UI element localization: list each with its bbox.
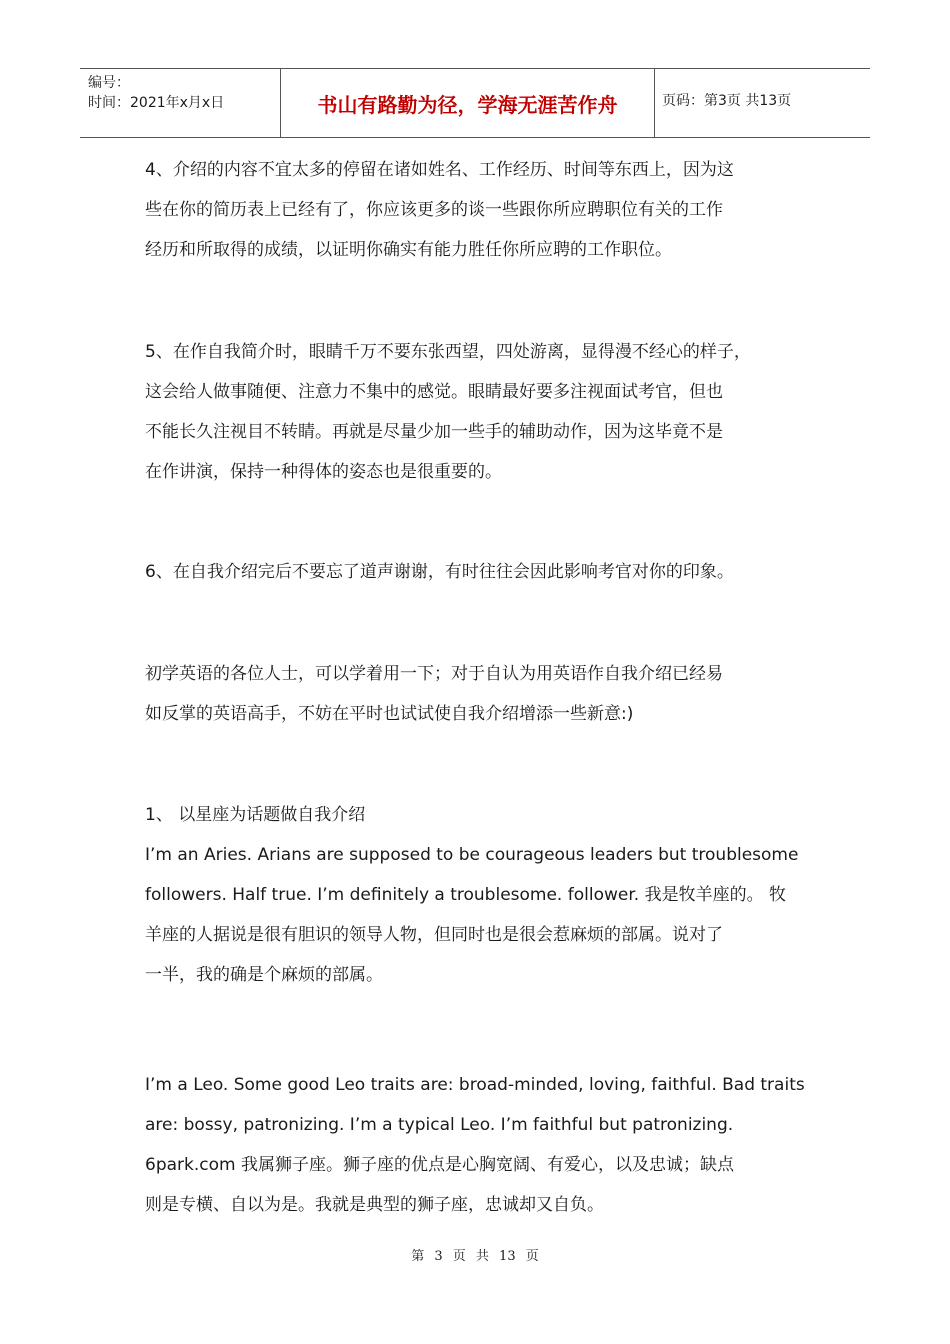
number-label: 编号： — [88, 75, 130, 91]
text-line: I’m an Aries. Arians are supposed to be courageous leaders but troublesome — [145, 845, 799, 865]
document-header — [80, 68, 870, 138]
text-line: are: bossy, patronizing. I’m a typical Leo. I’m faithful but patronizing. — [145, 1115, 734, 1135]
text-line: 5、在作自我简介时，眼睛千万不要东张西望，四处游离，显得漫不经心的样子， — [145, 342, 751, 362]
header-page-info: 页码：第3页 共13页 — [662, 93, 792, 109]
header-motto: 书山有路勤为径，学海无涯苦作舟 — [317, 92, 618, 117]
text-line: 经历和所取得的成绩，以证明你确实有能力胜任你所应聘的工作职位。 — [145, 240, 672, 260]
page-footer: 第 3 页 共 13 页 — [411, 1249, 539, 1264]
text-line: 一半，我的确是个麻烦的部属。 — [145, 965, 383, 985]
text-line: 羊座的人据说是很有胆识的领导人物，但同时也是很会惹麻烦的部属。说对了 — [145, 925, 723, 945]
text-line: I’m a Leo. Some good Leo traits are: broad-minded, loving, faithful. Bad traits — [145, 1075, 805, 1095]
zodiac-leo-paragraph — [145, 1065, 825, 1225]
text-line: 这会给人做事随便、注意力不集中的感觉。眼睛最好要多注视面试考官，但也 — [145, 382, 723, 402]
intro-paragraph — [145, 654, 825, 734]
text-line: 不能长久注视目不转睛。再就是尽量少加一些手的辅助动作，因为这毕竟不是 — [145, 422, 723, 442]
zodiac-aries-paragraph — [145, 795, 825, 995]
text-line: 6、在自我介绍完后不要忘了道声谢谢，有时往往会因此影响考官对你的印象。 — [145, 562, 734, 582]
header-divider — [654, 69, 655, 137]
text-line: 6park.com 我属狮子座。狮子座的优点是心胸宽阔、有爱心，以及忠诚；缺点 — [145, 1155, 734, 1175]
text-line: followers. Half true. I’m definitely a troublesome. follower. 我是牧羊座的。 牧 — [145, 885, 786, 905]
text-line: 4、介绍的内容不宜太多的停留在诸如姓名、工作经历、时间等东西上，因为这 — [145, 160, 734, 180]
text-line: 些在你的简历表上已经有了，你应该更多的谈一些跟你所应聘职位有关的工作 — [145, 200, 723, 220]
section-heading: 1、 以星座为话题做自我介绍 — [145, 805, 366, 825]
paragraph-item-6 — [145, 552, 825, 592]
text-line: 初学英语的各位人士，可以学着用一下；对于自认为用英语作自我介绍已经易 — [145, 664, 723, 684]
header-meta — [88, 73, 224, 113]
text-line: 在作讲演，保持一种得体的姿态也是很重要的。 — [145, 462, 502, 482]
paragraph-item-5 — [145, 332, 825, 492]
time-label: 时间：2021年x月x日 — [88, 95, 225, 111]
text-line: 如反掌的英语高手，不妨在平时也试试使自我介绍增添一些新意:) — [145, 704, 634, 724]
paragraph-item-4 — [145, 150, 825, 270]
text-line: 则是专横、自以为是。我就是典型的狮子座，忠诚却又自负。 — [145, 1195, 604, 1215]
